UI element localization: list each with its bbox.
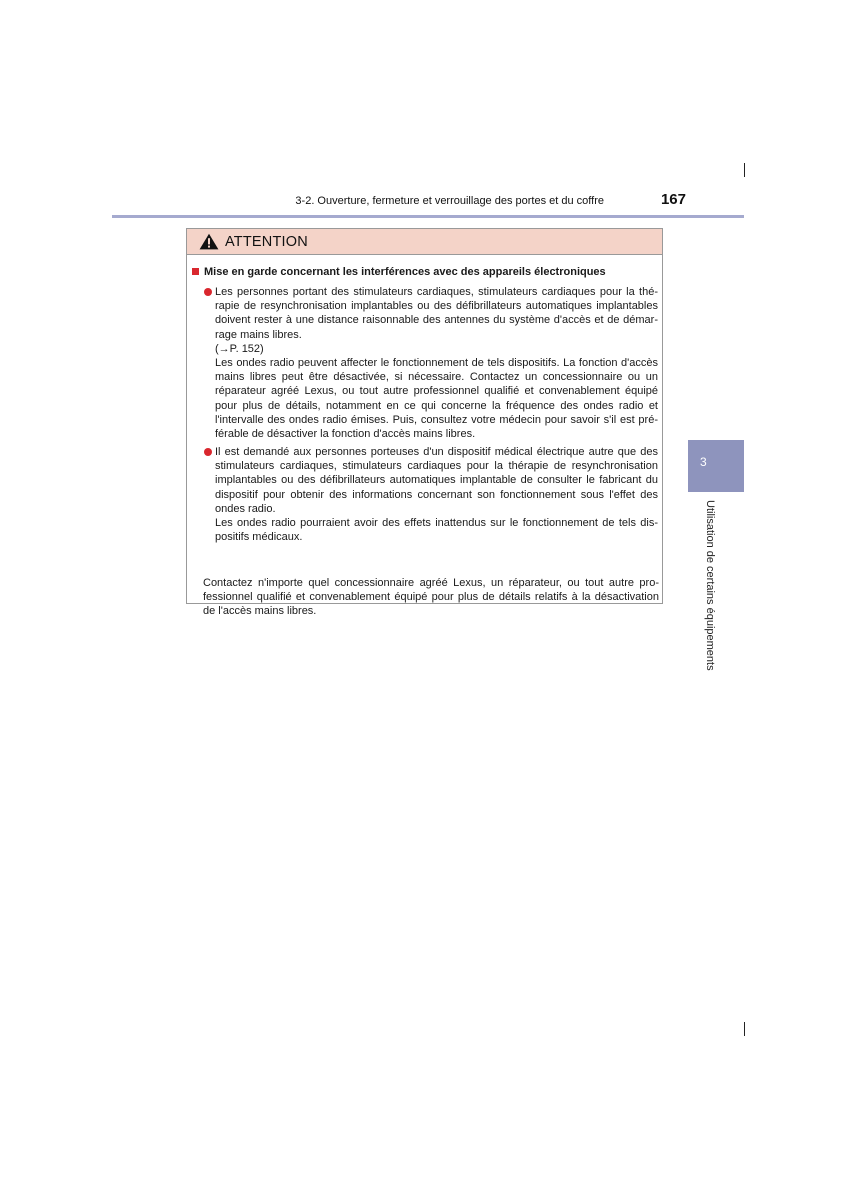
text-line: fessionnel qualifié et convenablement équipé pour plus de détails relatifs à la désactivation [203, 591, 659, 604]
text-line: de l'accès mains libres. [203, 605, 317, 618]
header-rule [112, 215, 744, 218]
bullet-text [215, 285, 658, 441]
crop-mark-bottom [744, 1022, 745, 1036]
text-line: réparateur agréé Lexus, ou tout autre professionnel qualifié et convenablement équipé [215, 385, 658, 398]
closing-paragraph [203, 576, 659, 619]
crop-mark-top [744, 163, 745, 177]
text-line: stimulateurs cardiaques, stimulateurs cardiaques pour la thérapie de resynchronisation [215, 460, 658, 473]
bullet-dot-icon [204, 288, 212, 296]
square-bullet-icon [192, 268, 199, 275]
section-heading-text: Mise en garde concernant les interférences avec des appareils électroniques [204, 266, 606, 278]
attention-header [187, 229, 662, 255]
page-reference: (→P. 152) [215, 342, 264, 355]
text-line: l'intervalle des ondes radio émises. Puis, consultez votre médecin pour savoir s'il est pré- [215, 413, 658, 426]
bullet-dot-icon [204, 448, 212, 456]
section-title: 3-2. Ouverture, fermeture et verrouillage des portes et du coffre [295, 195, 604, 207]
chapter-number: 3 [700, 455, 707, 469]
text-line: implantables ou des défibrillateurs automatiques implantable de consulter le fabricant du [215, 474, 658, 487]
warning-triangle-icon [199, 233, 219, 250]
text-line: dispositif pour obtenir des informations concernant son fonctionnement sous l'effet des [215, 488, 658, 501]
attention-title: ATTENTION [225, 233, 308, 250]
bullet-text [215, 445, 658, 544]
text-line: Contactez n'importe quel concessionnaire agréé Lexus, un réparateur, ou tout autre pro- [203, 577, 659, 589]
text-line: pour plus de détails, notamment en ce qui concerne la fréquence des ondes radio et [215, 399, 658, 412]
text-line: rage mains libres. [215, 328, 302, 341]
text-line: férable de désactiver la fonction d'accès mains libres. [215, 427, 476, 440]
section-heading [192, 266, 657, 278]
attention-body [187, 255, 662, 618]
text-line: ondes radio. [215, 502, 276, 515]
text-line: Les ondes radio peuvent affecter le fonctionnement de tels dispositifs. La fonction d'accès [215, 356, 658, 369]
chapter-tab [688, 440, 744, 492]
text-line: mains libres peut être désactivée, si nécessaire. Contactez un concessionnaire ou un [215, 371, 658, 384]
text-line: rapie de resynchronisation implantables ou des défibrillateurs automatiques implantables [215, 300, 658, 313]
text-line: Les ondes radio pourraient avoir des effets inattendus sur le fonctionnement de tels dis- [215, 516, 658, 529]
chapter-title: Utilisation de certains équipements [704, 500, 716, 671]
text-line: Il est demandé aux personnes porteuses d'un dispositif médical électrique autre que des [215, 446, 658, 458]
text-line: Les personnes portant des stimulateurs cardiaques, stimulateurs cardiaques pour la thé- [215, 286, 658, 298]
text-line: doivent rester à une distance raisonnable des antennes du système d'accès et de démar- [215, 314, 658, 327]
attention-box [186, 228, 663, 618]
page-number: 167 [660, 191, 686, 208]
text-line: positifs médicaux. [215, 531, 303, 544]
